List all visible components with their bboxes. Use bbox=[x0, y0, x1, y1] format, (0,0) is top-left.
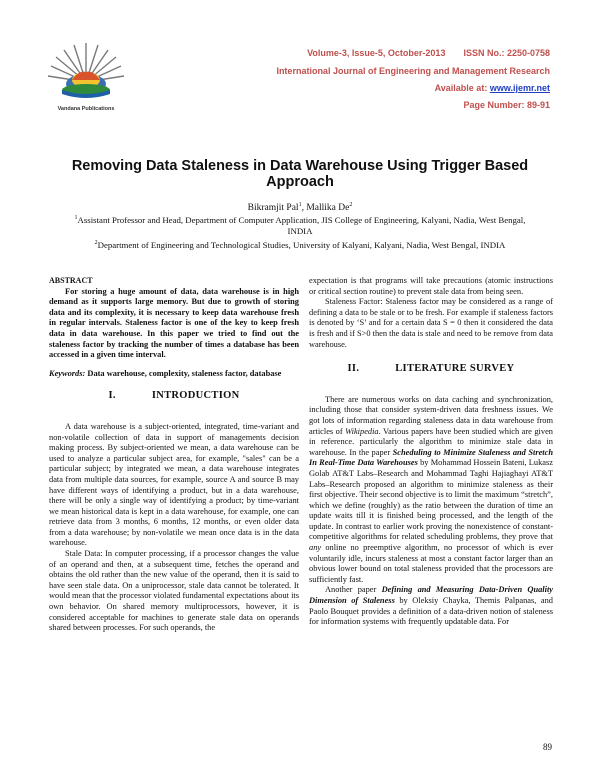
volume-issn-line bbox=[307, 48, 550, 58]
page-number: 89 bbox=[543, 742, 552, 752]
availability-line bbox=[435, 83, 550, 93]
section-heading-literature-survey bbox=[309, 364, 553, 375]
literature-paragraph-2 bbox=[309, 585, 553, 627]
lit-text: Another paper bbox=[325, 585, 382, 595]
section-title: LITERATURE SURVEY bbox=[395, 363, 515, 375]
lit-text: . Various papers have been studied which are given in reference. particularly the algorithm to minimize stale data in warehouse. In the paper bbox=[309, 426, 553, 457]
affiliation-1 bbox=[62, 213, 538, 237]
lit-text: There are numerous works on data caching and synchronization, including those that consider system-driven data freshness issues. We got lots of information regarding staleness data in data warehouse from articles of bbox=[309, 394, 553, 436]
keywords bbox=[49, 369, 299, 380]
issn: ISSN No.: 2250-0758 bbox=[463, 48, 550, 58]
lit-text: by Mohammad Hossein Bateni, Lukasz Golab AT&T Labs–Research and Mohammad Taghi Hajiaghayi AT&T Labs–Research proposed an algorithm to minimize staleness as their first objective. Their second objective is to limit the maximum “stretch”, which we define (roughly) as the ratio between the duration of time an update waits till it is finished being processed, and the length of the update. In contrast to earlier work proving the nonexistence of constant-competitive algorithms for related scheduling problems, they prove that bbox=[309, 458, 553, 542]
author-2-sup: 2 bbox=[349, 202, 353, 208]
section-number: I. bbox=[108, 390, 116, 402]
available-label: Available at: bbox=[434, 83, 490, 93]
page-number-range: Page Number: 89-91 bbox=[463, 100, 550, 110]
lit-text: online no preemptive algorithm, no processor of which is ever voluntarily idle, incurs staleness at most a constant factor larger than an obvious lower bound on total staleness provided that the processors are sufficiently fast. bbox=[309, 543, 553, 584]
lit-paper-title: Scheduling to Minimize Staleness and Stretch In Real-Time Data Warehouses bbox=[309, 447, 553, 468]
staleness-factor-paragraph: Staleness Factor: Staleness factor may be considered as a range of defining a data to be stale or to be fresh. For example if staleness factors is denoted by ‘S’ and for a certain data S = 0 then it considered the data is fresh and if S>0 then the data is stale and need to be remove from data warehouse. bbox=[309, 297, 553, 349]
affiliation-1-sup: 1 bbox=[74, 215, 78, 221]
lit-text: by Oleksiy Chayka, Themis Palpanas, and Paolo Bouquet provides a definition of a data-driven notion of staleness for information systems with frequently updatable data. For bbox=[309, 596, 553, 627]
affiliation-2-sup: 2 bbox=[94, 240, 98, 246]
publisher-name: Vandana Publications bbox=[57, 106, 115, 112]
right-continuation-paragraph: expectation is that programs will take precautions (atomic instructions or critical section routine) to prevent stale data from being seen. bbox=[309, 276, 553, 296]
right-column bbox=[309, 276, 553, 628]
author-separator: , bbox=[301, 203, 307, 214]
affiliation-1-text: Assistant Professor and Head, Department of Computer Application, JIS College of Engineering, Kalyani, Nadia, West Bengal, INDIA bbox=[77, 214, 526, 236]
section-heading-introduction bbox=[49, 391, 299, 402]
author-1-sup: 1 bbox=[298, 202, 302, 208]
literature-paragraph-1 bbox=[309, 395, 553, 586]
keywords-label: Keywords: bbox=[49, 368, 86, 378]
lit-emphasis: any bbox=[309, 543, 322, 553]
volume-issue: Volume-3, Issue-5, October-2013 bbox=[307, 48, 446, 58]
author-2: Mallika De bbox=[306, 203, 350, 214]
affiliation-2-text: Department of Engineering and Technological Studies, University of Kalyani, Kalyani, Nadia, West Bengal, INDIA bbox=[97, 239, 506, 250]
intro-paragraph-1: A data warehouse is a subject-oriented, integrated, time-variant and non-volatile collection of data in support of managements decision making process. By subject-oriented we mean, a data warehouse can be used to analyze a particular subject area, for example, "sales" can be a particular subject; by integrated we mean, a data warehouse integrates data from multiple data sources, for example, source A and source B may have different ways of identifying a product, but in a data warehouse, there will be only a single way of identifying a product; by time-variant we mean historical data is kept in a data warehouse, for example, one can retrieve data from 3 months, 6 months, 12 months, or even older data from a data warehouse; by non-volatile we mean once data is in the data warehouse. bbox=[49, 421, 299, 548]
journal-name: International Journal of Engineering and Management Research bbox=[276, 66, 550, 76]
sunburst-logo-icon bbox=[42, 42, 130, 106]
abstract-body: For storing a huge amount of data, data warehouse is in high demand as it supports large memory. But due to growth of storing data and its complexity, it is necessary to keep data warehouse fresh in regular intervals. Staleness factor is one of the key to keep fresh data in data warehouse. In this paper we tried to find out the staleness factor by tracking the number of times a database has been accessed in a given time interval. bbox=[49, 286, 299, 360]
author-list bbox=[60, 202, 540, 213]
intro-paragraph-2: Stale Data: In computer processing, if a processor changes the value of an operand and then, at a subsequent time, fetches the operand and obtains the old rather than the new value of the operand, then it is said to have seen stale data. On a uniprocessor, stale data cannot be tolerated. It would mean that the processor violated fundamental expectations about its own behavior. On shared memory multiprocessors, however, it is considered acceptable for machines to generate stale data on operands shared between processes. For such operands, the bbox=[49, 549, 300, 633]
lit-wikipedia: Wikipedia bbox=[345, 426, 379, 436]
paper-title: Removing Data Staleness in Data Warehouse Using Trigger Based Approach bbox=[71, 158, 529, 190]
keywords-text: Data warehouse, complexity, staleness factor, database bbox=[85, 368, 282, 378]
affiliation-2 bbox=[62, 238, 538, 251]
author-1: Bikramjit Pal bbox=[247, 203, 299, 214]
journal-url-link[interactable]: www.ijemr.net bbox=[489, 83, 550, 93]
section-title: INTRODUCTION bbox=[151, 390, 240, 402]
left-column bbox=[49, 276, 299, 634]
abstract-heading: ABSTRACT bbox=[49, 276, 93, 285]
lit-paper-title: Defining and Measuring Data-Driven Quality Dimension of Staleness bbox=[309, 585, 553, 606]
section-number: II. bbox=[347, 363, 360, 375]
publisher-logo bbox=[42, 42, 130, 114]
